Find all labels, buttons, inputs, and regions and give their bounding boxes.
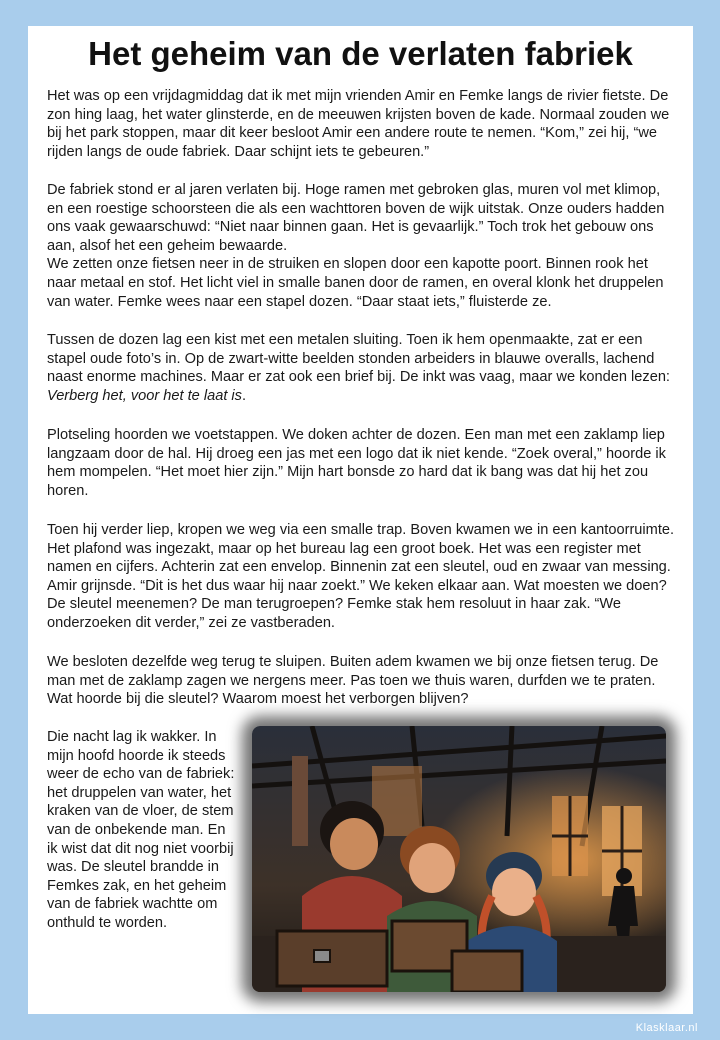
paragraph-3-end: .: [241, 387, 247, 404]
paragraph-2-text: De fabriek stond er al jaren verlaten bij. Hoge ramen met gebroken glas, muren vol met klimop, en een roestige schoorsteen die als een wachttoren boven de wijk uitstak. Onze ouders hadden ons vaak gewaarschuwd: “Niet naar binnen gaan. Het is gevaarlijk.” Toch trok het gebouw ons aan, alsof het een geheim bewaarde.: [47, 182, 665, 254]
paragraph-6: We besloten dezelfde weg terug te sluipen. Buiten adem kwamen we bij onze fietsen terug. De man met de zaklamp zagen we nergens meer. Pas toen we thuis waren, durfden we te praten. Wat hoorde bij die sleutel? Waarom moest het verborgen blijven?: [47, 654, 659, 708]
paragraph-7: Die nacht lag ik wakker. In mijn hoofd hoorde ik steeds weer de echo van de fabriek: het druppelen van water, het kraken van de vloer, de stem van de onbekende man. En ik wist dat dit nog niet voorbij was. De sleutel brandde in Femkes zak, en het geheim van de fabriek wachtte om onthuld te worden.: [47, 729, 235, 931]
worksheet-page: [28, 26, 693, 1014]
footer-brand: Klasklaar.nl: [635, 1022, 698, 1034]
story-illustration: [252, 726, 666, 992]
factory-scene-image: [252, 726, 666, 992]
paragraph-1: Het was op een vrijdagmiddag dat ik met mijn vrienden Amir en Femke langs de rivier fietste. De zon hing laag, het water glinsterde, en de meeuwen krijsten boven de kade. Normaal zouden we bij het park stoppen, maar dit keer besloot Amir een andere route te nemen. “Kom,” zei hij, “we rijden langs de oude fabriek. Daar schijnt iets te gebeuren.”: [47, 88, 670, 160]
letter-quote: Verberg het, voor het te laat is: [47, 387, 242, 404]
paragraph-3: [47, 331, 679, 405]
paragraph-4: Plotseling hoorden we voetstappen. We doken achter de dozen. Een man met een zaklamp liep langzaam door de hal. Hij droeg een jas met een logo dat ik niet kende. “Zoek overal,” hoorde ik hem mompelen. “Het moet hier zijn.” Mijn hart bonsde zo hard dat ik bang was dat hij het zou horen.: [47, 427, 666, 499]
paragraph-2b-text: We zetten onze fietsen neer in de struiken en slopen door een kapotte poort. Binnen rook het naar metaal en stof. Het licht viel in smalle banen door de ramen, en overal klonk het druppelen van water. Femke wees naar een stapel dozen. “Daar staat iets,” fluisterde ze.: [47, 256, 664, 310]
paragraph-2: [47, 181, 679, 311]
paragraph-5: Toen hij verder liep, kropen we weg via een smalle trap. Boven kwamen we in een kantoorruimte. Het plafond was ingezakt, maar op het bureau lag een groot boek. Het was een register met namen en cijfers. Achterin zat een envelop. Binnenin zat een sleutel, oud en zwaar van messing. Amir grijnsde. “Dit is het dus waar hij naar zoekt.” We keken elkaar aan. Wat moesten we doen? De sleutel meenemen? De man terugroepen? Femke stak hem resoluut in haar zak. “We onderzoeken dit verder,” zei ze vastberaden.: [47, 522, 675, 631]
page-title: Het geheim van de verlaten fabriek: [88, 35, 633, 72]
chimney: [292, 756, 308, 846]
paragraph-3-text: Tussen de dozen lag een kist met een metalen sluiting. Toen ik hem openmaakte, zat er een stapel oude foto’s in. Op de zwart-witte beelden stonden arbeiders in blauwe overalls, lachend naast enorme machines. Maar er zat ook een brief bij. De inkt was vaag, maar we konden lezen:: [47, 332, 670, 386]
